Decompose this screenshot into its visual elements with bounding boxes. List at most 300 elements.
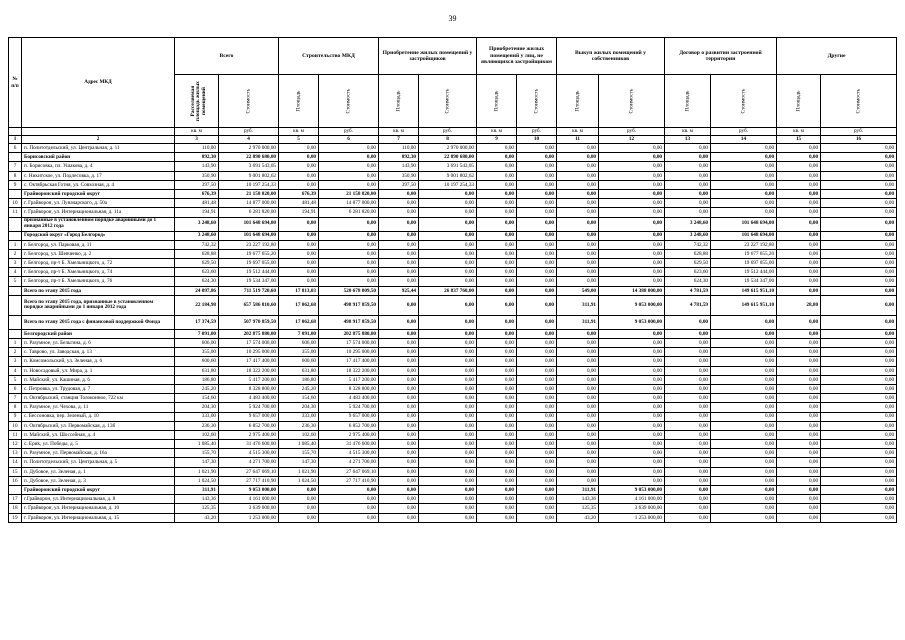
- row-value: 21 158 820,00: [219, 189, 279, 198]
- row-value: 0,00: [777, 394, 821, 403]
- row-value: 0,00: [665, 366, 711, 375]
- row-value: 0,00: [517, 231, 557, 240]
- row-value: 631,80: [175, 366, 219, 375]
- row-value: 0,00: [319, 144, 379, 153]
- row-value: 0,00: [599, 268, 665, 277]
- row-value: 0,00: [477, 339, 517, 348]
- row-value: 0,00: [477, 467, 517, 476]
- row-value: 0,00: [777, 403, 821, 412]
- row-value: 0,00: [665, 412, 711, 421]
- row-value: 0,00: [711, 189, 777, 198]
- row-value: 623,60: [665, 268, 711, 277]
- row-value: 0,00: [477, 231, 517, 240]
- row-value: 629,50: [175, 259, 219, 268]
- row-value: 0,00: [379, 366, 419, 375]
- row-value: 0,00: [517, 259, 557, 268]
- row-value: 0,00: [557, 231, 599, 240]
- header-unit: кв. м: [477, 128, 517, 136]
- header-group-developer-purchase: Приобретение жилых помещений у застройщиков: [379, 38, 477, 75]
- row-value: 0,00: [379, 295, 419, 315]
- row-address: п. Разумное, ул. Бельгина, д. 6: [22, 339, 175, 348]
- row-value: 0,00: [557, 162, 599, 171]
- row-value: 0,00: [599, 240, 665, 249]
- row-value: 0,00: [711, 357, 777, 366]
- row-value: 9 053 000,00: [599, 486, 665, 495]
- row-value: 23 227 192,80: [711, 240, 777, 249]
- row-value: 0,00: [599, 199, 665, 208]
- row-value: 481,48: [175, 199, 219, 208]
- row-value: 0,00: [379, 467, 419, 476]
- row-value: 186,80: [279, 375, 319, 384]
- row-value: 0,00: [557, 430, 599, 439]
- row-number: [9, 286, 22, 295]
- row-value: 0,00: [599, 440, 665, 449]
- table-row: [9, 277, 897, 286]
- row-value: 0,00: [419, 513, 477, 522]
- row-value: 0,00: [477, 277, 517, 286]
- row-value: 0,00: [777, 240, 821, 249]
- row-value: 0,00: [777, 504, 821, 513]
- table-row: [9, 430, 897, 439]
- row-value: 0,00: [379, 449, 419, 458]
- row-value: 0,00: [477, 348, 517, 357]
- row-value: 0,00: [419, 476, 477, 485]
- row-value: 355,00: [279, 348, 319, 357]
- row-value: 0,00: [477, 249, 517, 258]
- row-address: п. Октябрьский, ул. Первомайская, д. 13б: [22, 421, 175, 430]
- row-value: 0,00: [517, 403, 557, 412]
- header-sub-11: Площадь: [665, 75, 711, 128]
- row-value: 0,00: [477, 180, 517, 189]
- row-value: 0,00: [665, 467, 711, 476]
- row-value: 0,00: [665, 208, 711, 217]
- row-value: 0,00: [599, 467, 665, 476]
- row-value: 0,00: [777, 339, 821, 348]
- row-value: 0,00: [379, 339, 419, 348]
- row-value: 0,00: [599, 180, 665, 189]
- row-value: 0,00: [665, 153, 711, 162]
- header-sub-7: Площадь: [477, 75, 517, 128]
- row-value: 22 890 680,00: [219, 153, 279, 162]
- row-value: 0,00: [379, 403, 419, 412]
- row-value: 0,00: [419, 348, 477, 357]
- row-value: 0,00: [477, 504, 517, 513]
- row-number: 8: [9, 403, 22, 412]
- row-address: г. Белгород, ул. Парковая, д. 11: [22, 240, 175, 249]
- row-value: 0,00: [477, 430, 517, 439]
- row-value: 0,00: [419, 249, 477, 258]
- row-value: 0,00: [517, 375, 557, 384]
- row-value: 0,00: [821, 339, 897, 348]
- header-index: 14: [711, 136, 777, 144]
- row-value: 0,00: [517, 286, 557, 295]
- row-value: 10 295 000,00: [319, 348, 379, 357]
- row-value: 0,00: [279, 495, 319, 504]
- row-number: 2: [9, 348, 22, 357]
- row-value: 0,00: [517, 240, 557, 249]
- row-value: 0,00: [517, 171, 557, 180]
- row-value: 0,00: [419, 421, 477, 430]
- row-value: 0,00: [777, 249, 821, 258]
- row-address: г. Грайворон, ул. Интернациональная, д. 15: [22, 513, 175, 522]
- row-address: п. Новосадовый, ул. Мира, д. 1: [22, 366, 175, 375]
- row-value: 0,00: [379, 231, 419, 240]
- row-value: 143,36: [175, 495, 219, 504]
- row-number: [9, 315, 22, 329]
- header-sub-9: Площадь: [557, 75, 599, 128]
- row-value: 600,60: [175, 357, 219, 366]
- row-value: 0,00: [477, 295, 517, 315]
- row-value: 0,00: [279, 153, 319, 162]
- row-value: 17 574 000,00: [319, 339, 379, 348]
- table-row: [9, 458, 897, 467]
- row-address: признанные в установленном порядке аварийными до 1 января 2012 года: [22, 217, 175, 231]
- row-value: 0,00: [821, 486, 897, 495]
- row-address: г.Грайворон, ул. Интернациональная, д. 8: [22, 495, 175, 504]
- row-value: 0,00: [517, 504, 557, 513]
- row-value: 0,00: [599, 329, 665, 338]
- row-value: 0,00: [477, 449, 517, 458]
- row-value: 0,00: [379, 440, 419, 449]
- row-value: 0,00: [777, 277, 821, 286]
- row-value: 194,91: [279, 208, 319, 217]
- row-value: 8 328 800,00: [219, 384, 279, 393]
- row-address: с. Никитское, ул. Подлесовка, д. 17: [22, 171, 175, 180]
- row-address: п. Майский, ул. Кашиная, д. 6: [22, 375, 175, 384]
- row-value: 0,00: [379, 458, 419, 467]
- row-value: 0,00: [419, 449, 477, 458]
- header-group-total: Всего: [175, 38, 279, 75]
- row-value: 0,00: [419, 315, 477, 329]
- row-value: 0,00: [777, 286, 821, 295]
- row-value: 0,00: [821, 171, 897, 180]
- row-value: 0,00: [379, 495, 419, 504]
- row-value: 43,20: [557, 513, 599, 522]
- row-value: 0,00: [517, 366, 557, 375]
- row-value: 14 877 000,00: [219, 199, 279, 208]
- row-value: 9 053 000,00: [599, 315, 665, 329]
- row-value: 0,00: [279, 162, 319, 171]
- header-index: 8: [419, 136, 477, 144]
- row-value: 0,00: [599, 348, 665, 357]
- row-value: 23 227 192,80: [219, 240, 279, 249]
- row-value: 742,32: [665, 240, 711, 249]
- row-value: 0,00: [379, 412, 419, 421]
- row-value: 0,00: [777, 375, 821, 384]
- row-value: 0,00: [557, 329, 599, 338]
- row-value: 0,00: [379, 329, 419, 338]
- row-value: 0,00: [665, 513, 711, 522]
- row-value: 0,00: [711, 412, 777, 421]
- header-sub-6: Стоимость: [419, 75, 477, 128]
- row-value: 101 648 694,00: [711, 217, 777, 231]
- row-value: 0,00: [279, 504, 319, 513]
- row-value: 0,00: [419, 339, 477, 348]
- table-row-subtotal: [9, 329, 897, 338]
- row-value: 0,00: [517, 189, 557, 198]
- row-address: п. Майский, ул. Шоссейная, д. 4: [22, 430, 175, 439]
- row-value: 0,00: [599, 366, 665, 375]
- row-value: 0,00: [821, 231, 897, 240]
- row-number: 18: [9, 504, 22, 513]
- row-value: 0,00: [419, 208, 477, 217]
- row-number: 17: [9, 495, 22, 504]
- row-value: 333,00: [175, 412, 219, 421]
- row-value: 6 281 820,00: [219, 208, 279, 217]
- row-value: 0,00: [477, 199, 517, 208]
- table-row-subtotal: [9, 189, 897, 198]
- row-address: Белгородский район: [22, 329, 175, 338]
- header-unit: руб.: [711, 128, 777, 136]
- row-value: 0,00: [665, 171, 711, 180]
- row-value: 0,00: [777, 348, 821, 357]
- header-group-nondeveloper-purchase: Приобретение жилых помещений у лиц, не являющихся застройщиком: [477, 38, 557, 75]
- row-value: 110,00: [379, 144, 419, 153]
- row-value: 0,00: [557, 208, 599, 217]
- row-value: 0,00: [557, 240, 599, 249]
- table-row: [9, 259, 897, 268]
- header-sub-2: Стоимость: [219, 75, 279, 128]
- row-value: 202 875 880,00: [319, 329, 379, 338]
- row-value: 0,00: [711, 384, 777, 393]
- header-index: 7: [379, 136, 419, 144]
- row-value: 0,00: [419, 240, 477, 249]
- row-value: 0,00: [279, 513, 319, 522]
- row-value: 0,00: [665, 375, 711, 384]
- row-value: 0,00: [477, 217, 517, 231]
- row-value: 0,00: [777, 315, 821, 329]
- row-value: 0,00: [517, 513, 557, 522]
- row-value: 0,00: [517, 384, 557, 393]
- row-value: 0,00: [379, 208, 419, 217]
- row-value: 4 271 700,00: [219, 458, 279, 467]
- row-value: 0,00: [517, 277, 557, 286]
- row-value: 0,00: [711, 430, 777, 439]
- row-value: 0,00: [777, 208, 821, 217]
- row-value: 0,00: [711, 339, 777, 348]
- row-value: 0,00: [665, 403, 711, 412]
- row-value: 0,00: [777, 440, 821, 449]
- row-value: 0,00: [821, 375, 897, 384]
- header-column-index: [9, 136, 897, 144]
- row-value: 0,00: [419, 375, 477, 384]
- row-value: 101 648 694,00: [711, 231, 777, 240]
- row-value: 0,00: [477, 153, 517, 162]
- table-row: [9, 348, 897, 357]
- row-value: 154,60: [175, 394, 219, 403]
- row-address: г. Белгород, пр-т Б. Хмельницкого, д. 74: [22, 268, 175, 277]
- row-value: 3 248,60: [665, 217, 711, 231]
- row-value: 8 328 800,00: [319, 384, 379, 393]
- row-value: 147,30: [175, 458, 219, 467]
- row-value: 2 975 400,00: [319, 430, 379, 439]
- row-value: 0,00: [319, 277, 379, 286]
- header-units: [9, 128, 897, 136]
- row-number: 6: [9, 144, 22, 153]
- table-row: [9, 440, 897, 449]
- table-row: [9, 249, 897, 258]
- row-value: 143,36: [557, 495, 599, 504]
- row-address: с. Петровка, ул. Трудовая, д. 7: [22, 384, 175, 393]
- row-value: 0,00: [665, 440, 711, 449]
- row-value: 0,00: [777, 357, 821, 366]
- row-value: 0,00: [379, 348, 419, 357]
- row-value: 0,00: [477, 208, 517, 217]
- row-value: 0,00: [711, 476, 777, 485]
- row-value: 0,00: [517, 421, 557, 430]
- row-number: 19: [9, 513, 22, 522]
- row-number: 7: [9, 394, 22, 403]
- row-value: 0,00: [599, 249, 665, 258]
- row-value: 0,00: [777, 259, 821, 268]
- row-value: 245,20: [175, 384, 219, 393]
- row-value: 629,50: [665, 259, 711, 268]
- row-value: 0,00: [419, 394, 477, 403]
- row-value: 624,30: [665, 277, 711, 286]
- row-value: 0,00: [557, 403, 599, 412]
- table-row: [9, 357, 897, 366]
- table-row: [9, 199, 897, 208]
- row-value: 1 253 000,00: [219, 513, 279, 522]
- row-address: с. Октябрьская Готня, ул. Совхозная, д. 4: [22, 180, 175, 189]
- row-value: 0,00: [419, 277, 477, 286]
- row-value: 17 062,68: [279, 315, 319, 329]
- row-value: 0,00: [711, 144, 777, 153]
- row-value: 311,91: [175, 486, 219, 495]
- header-num: № п/п: [9, 38, 22, 128]
- row-address: п. Октябрьский, станция Толоконное, 722 км: [22, 394, 175, 403]
- row-address: Городской округ «Город Белгород»: [22, 231, 175, 240]
- row-value: 0,00: [517, 208, 557, 217]
- row-value: 311,91: [557, 315, 599, 329]
- row-value: 0,00: [599, 394, 665, 403]
- row-value: 0,00: [599, 357, 665, 366]
- row-value: 0,00: [711, 199, 777, 208]
- row-value: 19 512 444,00: [711, 268, 777, 277]
- row-number: [9, 189, 22, 198]
- row-value: 355,00: [175, 348, 219, 357]
- row-value: 0,00: [319, 180, 379, 189]
- row-address: п. Дубовое, ул. Зеленая, д. 1: [22, 467, 175, 476]
- row-value: 19 697 055,00: [711, 259, 777, 268]
- row-value: 0,00: [821, 430, 897, 439]
- row-value: 0,00: [419, 268, 477, 277]
- row-value: 0,00: [711, 208, 777, 217]
- row-value: 0,00: [477, 394, 517, 403]
- table-row-subtotal: [9, 286, 897, 295]
- row-value: 4 515 300,00: [319, 449, 379, 458]
- row-value: 0,00: [599, 458, 665, 467]
- row-address: Всего по этапу 2015 года: [22, 286, 175, 295]
- row-value: 0,00: [599, 403, 665, 412]
- row-address: Грайворонский городской округ: [22, 189, 175, 198]
- row-value: 0,00: [419, 357, 477, 366]
- row-value: 549,00: [557, 286, 599, 295]
- row-value: 0,00: [665, 199, 711, 208]
- row-value: 19 697 055,00: [219, 259, 279, 268]
- row-value: 27 647 069,10: [219, 467, 279, 476]
- row-value: 498 917 859,50: [319, 315, 379, 329]
- row-value: 27 717 410,90: [219, 476, 279, 485]
- row-value: 0,00: [711, 458, 777, 467]
- row-value: 0,00: [777, 421, 821, 430]
- row-value: 0,00: [557, 153, 599, 162]
- header-unit: кв. м: [557, 128, 599, 136]
- row-value: 110,00: [175, 144, 219, 153]
- row-number: [9, 486, 22, 495]
- row-value: 0,00: [477, 162, 517, 171]
- row-value: 2 970 000,00: [219, 144, 279, 153]
- row-value: 0,00: [711, 513, 777, 522]
- row-number: 3: [9, 259, 22, 268]
- row-value: 0,00: [777, 180, 821, 189]
- row-value: 0,00: [477, 384, 517, 393]
- row-value: 0,00: [477, 268, 517, 277]
- header-unit: кв. м: [665, 128, 711, 136]
- row-value: 0,00: [665, 486, 711, 495]
- row-value: 0,00: [777, 217, 821, 231]
- row-value: 204,30: [279, 403, 319, 412]
- row-value: 0,00: [379, 504, 419, 513]
- row-value: 0,00: [379, 486, 419, 495]
- row-value: 0,00: [557, 366, 599, 375]
- row-value: 7 091,00: [279, 329, 319, 338]
- row-value: 0,00: [711, 375, 777, 384]
- row-value: 0,00: [319, 240, 379, 249]
- row-value: 0,00: [379, 240, 419, 249]
- row-value: 0,00: [379, 259, 419, 268]
- row-value: 0,00: [821, 199, 897, 208]
- row-value: 0,00: [821, 295, 897, 315]
- row-value: 3 639 000,00: [599, 504, 665, 513]
- row-number: 5: [9, 277, 22, 286]
- row-number: 8: [9, 171, 22, 180]
- header-sub-14: Стоимость: [821, 75, 897, 128]
- row-value: 0,00: [777, 486, 821, 495]
- header-index: 10: [517, 136, 557, 144]
- row-value: 0,00: [821, 153, 897, 162]
- row-value: 17 813,03: [279, 286, 319, 295]
- row-value: 0,00: [557, 357, 599, 366]
- header-unit: кв. м: [379, 128, 419, 136]
- row-number: [9, 153, 22, 162]
- row-value: 0,00: [665, 189, 711, 198]
- row-value: 0,00: [557, 348, 599, 357]
- row-value: 0,00: [821, 394, 897, 403]
- resettlement-table: [8, 37, 897, 523]
- header-sub-12: Стоимость: [711, 75, 777, 128]
- row-value: 0,00: [379, 375, 419, 384]
- row-number: 4: [9, 366, 22, 375]
- row-value: 14 877 000,00: [319, 199, 379, 208]
- table-row: [9, 208, 897, 217]
- row-value: 0,00: [557, 277, 599, 286]
- row-value: 0,00: [379, 249, 419, 258]
- row-address: Борисовский район: [22, 153, 175, 162]
- row-value: 631,80: [279, 366, 319, 375]
- row-value: 628,88: [175, 249, 219, 258]
- header-group-territory-development: Договор о развитии застроенной территории: [665, 38, 777, 75]
- row-value: 0,00: [477, 513, 517, 522]
- row-value: 623,60: [175, 268, 219, 277]
- row-value: 333,00: [279, 412, 319, 421]
- row-value: 0,00: [419, 384, 477, 393]
- table-row-subtotal: [9, 217, 897, 231]
- row-value: 0,00: [379, 394, 419, 403]
- row-value: 26 837 760,00: [419, 286, 477, 295]
- row-value: 0,00: [517, 315, 557, 329]
- header-group-other: Другие: [777, 38, 897, 75]
